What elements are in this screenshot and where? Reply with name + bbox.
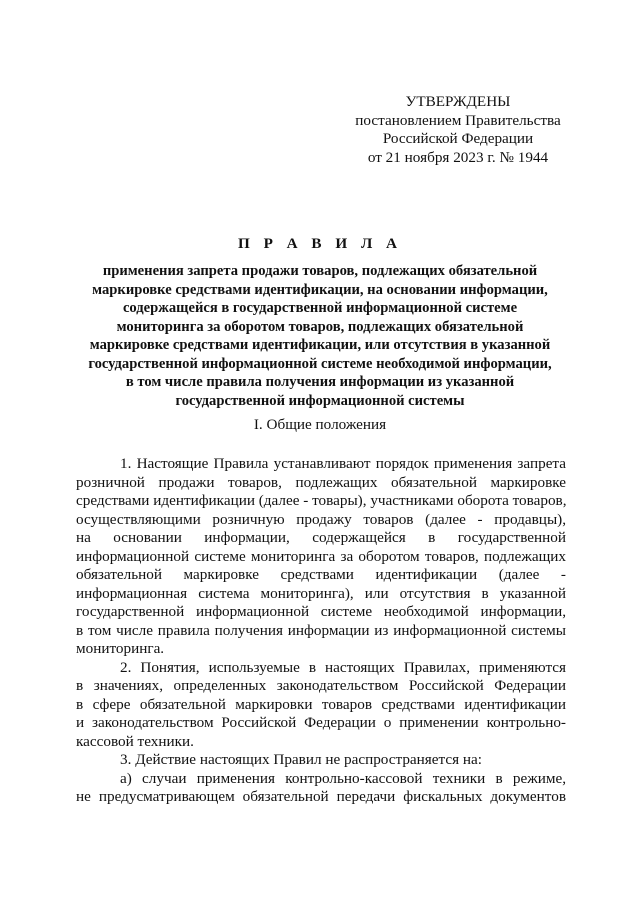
- approval-line: от 21 ноября 2023 г. № 1944: [367, 148, 549, 166]
- text-line: в значениях, определенных законодательством Российской Федерации: [76, 677, 566, 694]
- text-line: государственной информационной системе необходимой информации,: [76, 603, 566, 620]
- subtitle-line: маркировке средствами идентификации, на основании информации,: [92, 281, 548, 298]
- text-line: обязательной маркировке средствами идентификации (далее -: [76, 566, 566, 583]
- text-line: информационной системе мониторинга за оборотом товаров, подлежащих: [76, 547, 566, 565]
- document-subtitle: [60, 262, 580, 410]
- text-line: а) случаи применения контрольно-кассовой техники в режиме,: [120, 769, 566, 787]
- subtitle-line: содержащейся в государственной информационной системе: [122, 300, 518, 316]
- document-body: [76, 455, 566, 807]
- text-line: 1. Настоящие Правила устанавливают порядок применения запрета: [120, 455, 566, 472]
- text-line: розничной продажи товаров, подлежащих обязательной маркировке: [76, 473, 566, 491]
- text-line: в том числе правила получения информации из информационной системы: [76, 621, 566, 639]
- approval-stamp: [330, 93, 586, 167]
- text-line: не предусматривающем обязательной передачи фискальных документов: [76, 788, 566, 805]
- document-title: П Р А В И Л А: [237, 235, 403, 252]
- approval-line: постановлением Правительства: [355, 111, 561, 129]
- paragraph-4: [76, 770, 566, 807]
- subtitle-line: государственной информационной системе необходимой информации,: [88, 355, 552, 372]
- text-line: осуществляющими розничную продажу товаров (далее - продавцы),: [76, 510, 566, 528]
- subtitle-line: мониторинга за оборотом товаров, подлежащих обязательной: [116, 318, 524, 335]
- paragraph-1: [76, 455, 566, 659]
- approval-line: УТВЕРЖДЕНЫ: [405, 93, 511, 110]
- text-line: мониторинга.: [76, 640, 165, 657]
- text-line: средствами идентификации (далее - товары), участниками оборота товаров,: [76, 492, 567, 509]
- text-line: информационная система мониторинга), или отсутствия в указанной: [76, 584, 566, 602]
- subtitle-line: в том числе правила получения информации из указанной: [125, 374, 515, 390]
- text-line: 2. Понятия, используемые в настоящих Правилах, применяются: [120, 658, 566, 676]
- approval-line: Российской Федерации: [382, 130, 534, 147]
- text-line: 3. Действие настоящих Правил не распространяется на:: [120, 751, 482, 768]
- subtitle-line: маркировке средствами идентификации, или отсутствия в указанной: [89, 337, 551, 353]
- text-line: кассовой техники.: [76, 732, 194, 750]
- subtitle-line: применения запрета продажи товаров, подлежащих обязательной: [102, 263, 538, 279]
- paragraph-2: [76, 659, 566, 752]
- text-line: и законодательством Российской Федерации о применении контрольно-: [76, 714, 566, 731]
- subtitle-line: государственной информационной системы: [175, 392, 465, 409]
- text-line: на основании информации, содержащейся в государственной: [76, 529, 566, 546]
- paragraph-3: [76, 751, 566, 770]
- text-line: в сфере обязательной маркировки товаров средствами идентификации: [76, 695, 566, 713]
- section-heading: I. Общие положения: [253, 416, 387, 433]
